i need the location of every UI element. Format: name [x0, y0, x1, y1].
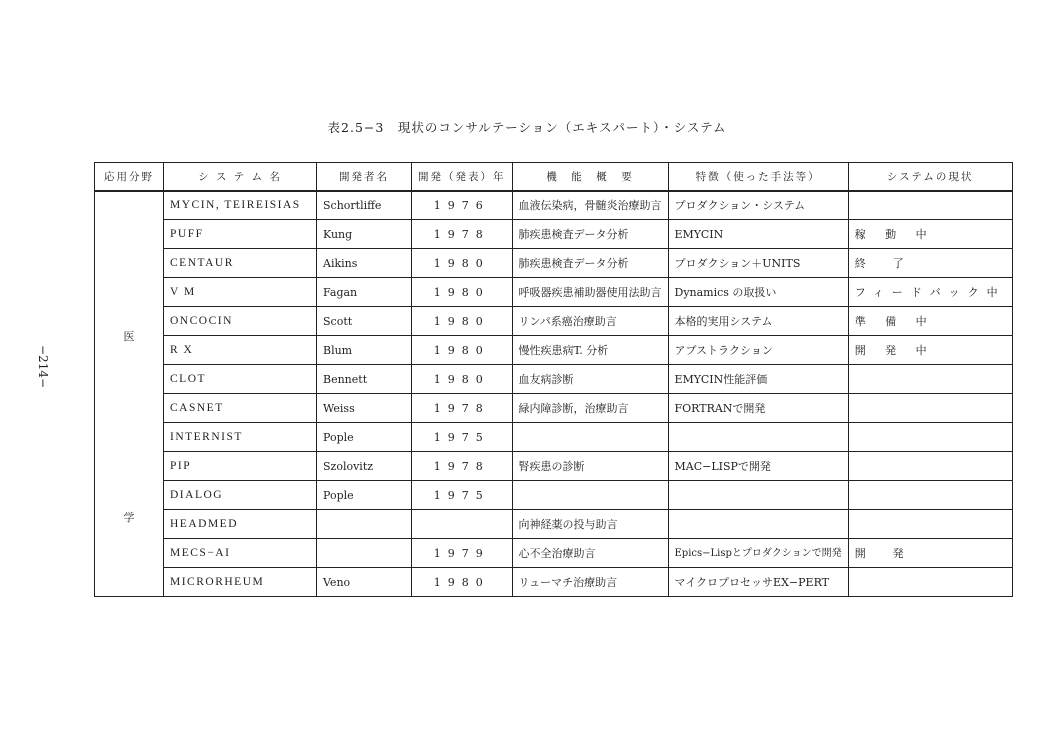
cell-status: フィードバック中: [848, 278, 1012, 307]
cell-function: 肺疾患検査データ分析: [512, 249, 668, 278]
cell-developer: Veno: [317, 568, 412, 597]
cell-developer: Fagan: [317, 278, 412, 307]
cell-feature: EMYCIN性能評価: [668, 365, 848, 394]
header-system-name: シ ス テ ム 名: [164, 163, 317, 191]
table-caption: 表2.5−3 現状のコンサルテーション（エキスパート）・システム: [327, 120, 727, 135]
cell-developer: [317, 510, 412, 539]
expert-systems-table: [94, 162, 1013, 597]
cell-year: 1980: [412, 249, 513, 278]
cell-function: [512, 423, 668, 452]
cell-year: 1978: [412, 452, 513, 481]
cell-feature: Dynamics の取扱い: [668, 278, 848, 307]
page-number: −214−: [36, 345, 50, 389]
cell-developer: Pople: [317, 481, 412, 510]
cell-status: [848, 481, 1012, 510]
cell-status: [848, 452, 1012, 481]
cell-function: 呼吸器疾患補助器使用法助言: [512, 278, 668, 307]
cell-status: [848, 510, 1012, 539]
cell-function: 血友病診断: [512, 365, 668, 394]
cell-developer: Pople: [317, 423, 412, 452]
cell-year: 1975: [412, 423, 513, 452]
header-developer: 開発者名: [317, 163, 412, 191]
cell-developer: Aikins: [317, 249, 412, 278]
table-row: [95, 220, 1013, 249]
table-body: [95, 191, 1013, 597]
cell-developer: Kung: [317, 220, 412, 249]
cell-feature: Epics−Lispとプロダクションで開発: [668, 539, 848, 568]
table-row: [95, 249, 1013, 278]
cell-function: 肺疾患検査データ分析: [512, 220, 668, 249]
cell-year: 1980: [412, 278, 513, 307]
cell-year: 1980: [412, 307, 513, 336]
cell-system-name: HEADMED: [164, 510, 317, 539]
cell-system-name: R X: [164, 336, 317, 365]
table-row: [95, 510, 1013, 539]
table-row: [95, 539, 1013, 568]
cell-system-name: MYCIN, TEIREISIAS: [164, 191, 317, 220]
cell-status: [848, 394, 1012, 423]
table-row: [95, 452, 1013, 481]
header-field: 応用分野: [95, 163, 164, 191]
cell-function: 心不全治療助言: [512, 539, 668, 568]
table-row: [95, 191, 1013, 220]
cell-status: [848, 568, 1012, 597]
cell-developer: Schortliffe: [317, 191, 412, 220]
cell-function: リューマチ治療助言: [512, 568, 668, 597]
cell-field: [95, 191, 164, 597]
cell-feature: プロダクション・システム: [668, 191, 848, 220]
field-char-2: 学: [123, 510, 135, 524]
cell-system-name: CASNET: [164, 394, 317, 423]
cell-function: リンパ系癌治療助言: [512, 307, 668, 336]
cell-status: [848, 423, 1012, 452]
table-row: [95, 336, 1013, 365]
cell-year: [412, 510, 513, 539]
cell-feature: [668, 510, 848, 539]
cell-function: 腎疾患の診断: [512, 452, 668, 481]
cell-system-name: MICRORHEUM: [164, 568, 317, 597]
table-row: [95, 307, 1013, 336]
cell-developer: Bennett: [317, 365, 412, 394]
cell-year: 1976: [412, 191, 513, 220]
cell-status: 開 発 中: [848, 336, 1012, 365]
header-feature: 特徴（使った手法等）: [668, 163, 848, 191]
cell-function: 緑内障診断，治療助言: [512, 394, 668, 423]
cell-function: 向神経薬の投与助言: [512, 510, 668, 539]
table-row: [95, 423, 1013, 452]
cell-feature: アブストラクション: [668, 336, 848, 365]
header-function: 機 能 概 要: [512, 163, 668, 191]
cell-function: 血液伝染病，骨髄炎治療助言: [512, 191, 668, 220]
cell-year: 1975: [412, 481, 513, 510]
cell-developer: [317, 539, 412, 568]
cell-system-name: ONCOCIN: [164, 307, 317, 336]
table-row: [95, 278, 1013, 307]
cell-system-name: INTERNIST: [164, 423, 317, 452]
cell-feature: [668, 423, 848, 452]
cell-function: 慢性疾患病T. 分析: [512, 336, 668, 365]
cell-function: [512, 481, 668, 510]
cell-system-name: MECS−AI: [164, 539, 317, 568]
cell-developer: Weiss: [317, 394, 412, 423]
cell-status: [848, 191, 1012, 220]
cell-developer: Scott: [317, 307, 412, 336]
table-row: [95, 394, 1013, 423]
cell-developer: Szolovitz: [317, 452, 412, 481]
cell-status: 稼 動 中: [848, 220, 1012, 249]
cell-system-name: V M: [164, 278, 317, 307]
field-char-1: 医: [123, 329, 135, 343]
cell-status: 開 発: [848, 539, 1012, 568]
cell-status: 終 了: [848, 249, 1012, 278]
table-row: [95, 365, 1013, 394]
cell-system-name: PIP: [164, 452, 317, 481]
header-year: 開発（発表）年: [412, 163, 513, 191]
cell-status: 準 備 中: [848, 307, 1012, 336]
cell-developer: Blum: [317, 336, 412, 365]
cell-system-name: CLOT: [164, 365, 317, 394]
cell-feature: [668, 481, 848, 510]
cell-year: 1980: [412, 336, 513, 365]
cell-system-name: PUFF: [164, 220, 317, 249]
cell-system-name: DIALOG: [164, 481, 317, 510]
table-header-row: [95, 163, 1013, 191]
table-row: [95, 481, 1013, 510]
cell-feature: マイクロプロセッサEX−PERT: [668, 568, 848, 597]
cell-status: [848, 365, 1012, 394]
cell-feature: プロダクション＋UNITS: [668, 249, 848, 278]
cell-year: 1979: [412, 539, 513, 568]
cell-year: 1980: [412, 568, 513, 597]
cell-year: 1980: [412, 365, 513, 394]
cell-year: 1978: [412, 220, 513, 249]
header-status: システムの現状: [848, 163, 1012, 191]
cell-system-name: CENTAUR: [164, 249, 317, 278]
cell-feature: EMYCIN: [668, 220, 848, 249]
cell-feature: 本格的実用システム: [668, 307, 848, 336]
cell-year: 1978: [412, 394, 513, 423]
table-row: [95, 568, 1013, 597]
cell-feature: MAC−LISPで開発: [668, 452, 848, 481]
cell-feature: FORTRANで開発: [668, 394, 848, 423]
